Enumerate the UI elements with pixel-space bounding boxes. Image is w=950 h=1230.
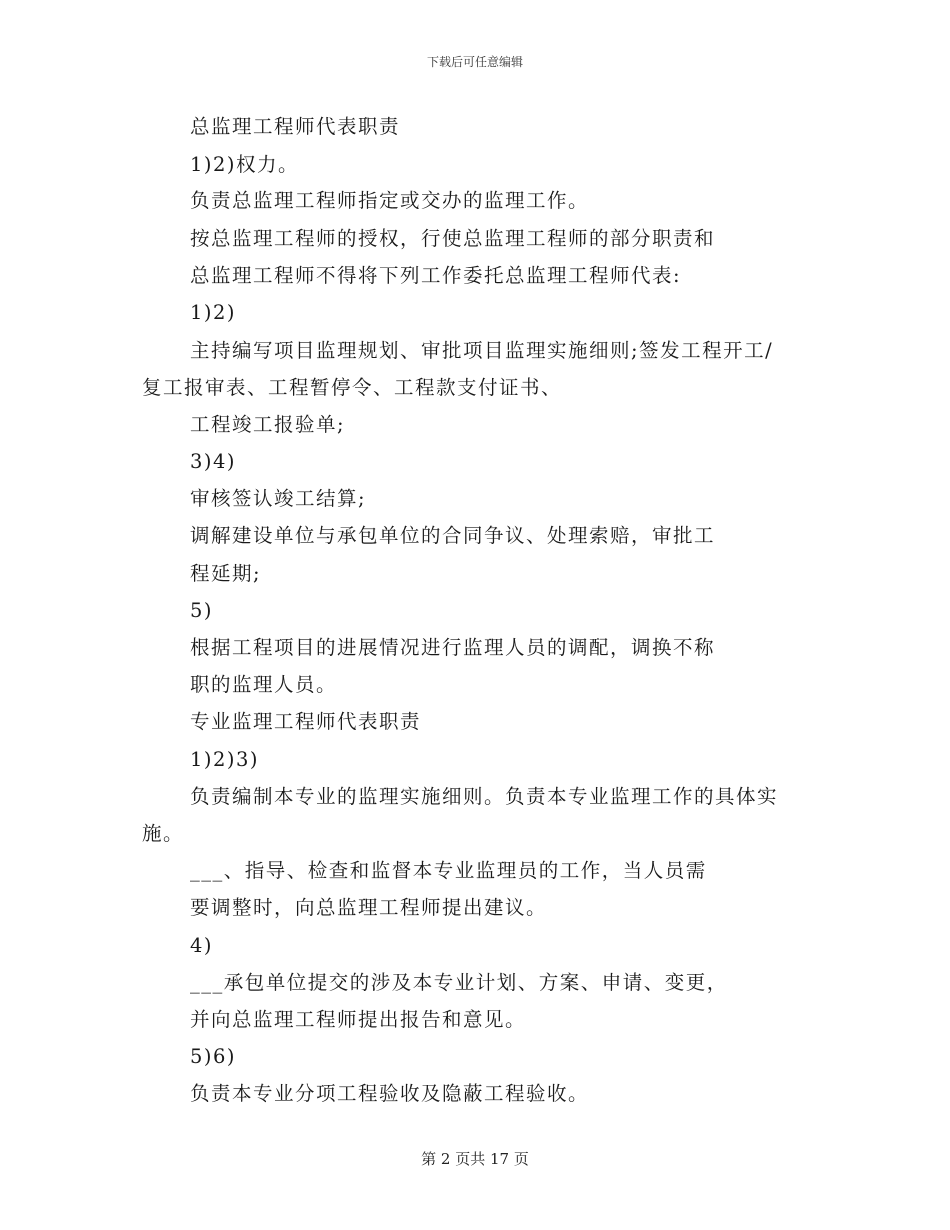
paragraph: 审核签认竣工结算; bbox=[190, 487, 367, 510]
paragraph: 按总监理工程师的授权，行使总监理工程师的部分职责和 bbox=[190, 227, 716, 250]
list-number: 5) bbox=[190, 599, 214, 622]
list-number: 1)2)3) bbox=[190, 748, 260, 771]
section-title-specialty: 专业监理工程师代表职责 bbox=[190, 710, 422, 733]
paragraph: 要调整时，向总监理工程师提出建议。 bbox=[190, 896, 548, 919]
paragraph: 调解建设单位与承包单位的合同争议、处理索赔，审批工 bbox=[190, 524, 716, 547]
list-number: 4) bbox=[190, 934, 214, 957]
list-number: 3)4) bbox=[190, 450, 237, 473]
page-number: 第 2 页共 17 页 bbox=[421, 1150, 529, 1168]
paragraph: ___、指导、检查和监督本专业监理员的工作，当人员需 bbox=[190, 859, 707, 882]
paragraph: 负责编制本专业的监理实施细则。负责本专业监理工作的具体实 bbox=[190, 785, 779, 808]
section-title-deputy-chief: 总监理工程师代表职责 bbox=[190, 115, 401, 138]
paragraph: 主持编写项目监理规划、审批项目监理实施细则;签发工程开工/ bbox=[190, 339, 774, 362]
paragraph: 负责本专业分项工程验收及隐蔽工程验收。 bbox=[190, 1082, 590, 1105]
page-header: 下载后可任意编辑 bbox=[426, 55, 523, 69]
paragraph: 1)2)权力。 bbox=[190, 153, 300, 176]
paragraph: 总监理工程师不得将下列工作委托总监理工程师代表: bbox=[190, 264, 682, 287]
paragraph-continuation: 复工报审表、工程暂停令、工程款支付证书、 bbox=[142, 376, 563, 399]
paragraph: 根据工程项目的进展情况进行监理人员的调配，调换不称 bbox=[190, 636, 716, 659]
list-number: 1)2) bbox=[190, 301, 237, 324]
paragraph: 工程竣工报验单; bbox=[190, 413, 346, 436]
paragraph: 程延期; bbox=[190, 562, 262, 585]
paragraph: 职的监理人员。 bbox=[190, 673, 338, 696]
paragraph: 负责总监理工程师指定或交办的监理工作。 bbox=[190, 189, 590, 212]
paragraph: ___承包单位提交的涉及本专业计划、方案、申请、变更， bbox=[190, 971, 728, 994]
paragraph-continuation: 施。 bbox=[142, 822, 185, 845]
paragraph: 并向总监理工程师提出报告和意见。 bbox=[190, 1008, 527, 1031]
list-number: 5)6) bbox=[190, 1045, 237, 1068]
